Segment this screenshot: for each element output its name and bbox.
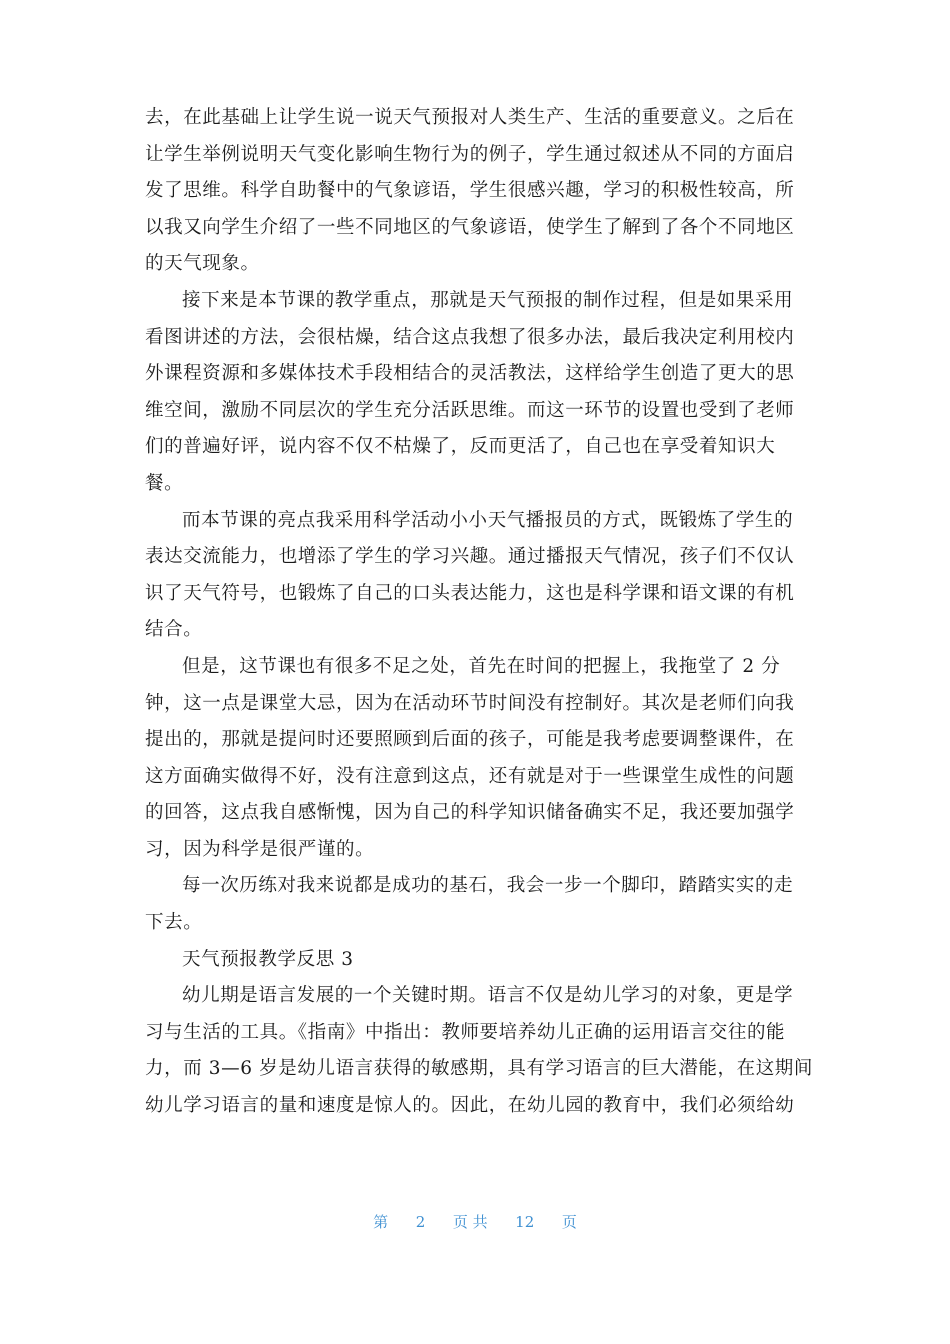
page-label-suffix: 页 [561,1213,577,1231]
text-line: 接下来是本节课的教学重点，那就是天气预报的制作过程，但是如果采用 [182,289,794,311]
text-line: 提出的，那就是提问时还要照顾到后面的孩子，可能是我考虑要调整课件，在 [145,729,795,751]
page-label-prefix: 第 [373,1213,389,1231]
text-line: 以我又向学生介绍了一些不同地区的气象谚语，使学生了解到了各个不同地区 [145,216,795,238]
paragraph-6 [145,978,814,1124]
text-line: 发了思维。科学自助餐中的气象谚语，学生很感兴趣，学习的积极性较高，所 [145,180,795,202]
text-line: 力，而 3—6 岁是幼儿语言获得的敏感期，具有学习语言的巨大潜能，在这期间 [145,1058,814,1080]
total-pages-number: 12 [515,1213,535,1231]
paragraph-1 [145,100,807,283]
text-line: 外课程资源和多媒体技术手段相结合的灵活教法，这样给学生创造了更大的思 [145,363,795,385]
heading-text: 天气预报教学反思 3 [182,948,354,970]
paragraph-2 [145,283,807,503]
paragraph-3 [145,503,807,649]
text-line: 的天气现象。 [145,253,260,275]
text-line: 幼儿学习语言的量和速度是惊人的。因此，在幼儿园的教育中，我们必须给幼 [145,1095,795,1117]
text-line: 习与生活的工具。《指南》中指出：教师要培养幼儿正确的运用语言交往的能 [145,1021,786,1043]
current-page-number: 2 [415,1213,426,1231]
text-line: 而本节课的亮点我采用科学活动小小天气播报员的方式，既锻炼了学生的 [182,509,794,531]
text-line: 习，因为科学是很严谨的。 [145,838,375,860]
paragraph-4 [145,649,807,869]
text-line: 的回答，这点我自感惭愧，因为自己的科学知识储备确实不足，我还要加强学 [145,802,795,824]
text-line: 下去。 [145,912,203,934]
text-line: 维空间，激励不同层次的学生充分活跃思维。而这一环节的设置也受到了老师 [145,399,795,421]
document-body [145,100,814,1125]
text-line: 每一次历练对我来说都是成功的基石，我会一步一个脚印，踏踏实实的走 [182,875,794,897]
text-line: 让学生举例说明天气变化影响生物行为的例子，学生通过叙述从不同的方面启 [145,143,795,165]
page-footer [0,1211,950,1232]
text-line: 结合。 [145,619,203,641]
page-label-mid: 页 共 [452,1213,488,1231]
text-line: 识了天气符号，也锻炼了自己的口头表达能力，这也是科学课和语文课的有机 [145,582,795,604]
text-line: 看图讲述的方法，会很枯燥，结合这点我想了很多办法，最后我决定利用校内 [145,326,795,348]
text-line: 钟，这一点是课堂大忌，因为在活动环节时间没有控制好。其次是老师们向我 [145,692,795,714]
text-line: 餐。 [145,472,184,494]
text-line: 去，在此基础上让学生说一说天气预报对人类生产、生活的重要意义。之后在 [145,107,795,128]
text-line: 但是，这节课也有很多不足之处，首先在时间的把握上，我拖堂了 2 分 [182,655,781,677]
text-line: 这方面确实做得不好，没有注意到这点，还有就是对于一些课堂生成性的问题 [145,765,795,787]
section-heading [145,942,807,979]
text-line: 幼儿期是语言发展的一个关键时期。语言不仅是幼儿学习的对象，更是学 [182,985,794,1007]
text-line: 们的普遍好评，说内容不仅不枯燥了，反而更活了，自己也在享受着知识大 [145,436,776,458]
text-line: 表达交流能力，也增添了学生的学习兴趣。通过播报天气情况，孩子们不仅认 [145,546,795,568]
paragraph-5 [145,868,807,941]
